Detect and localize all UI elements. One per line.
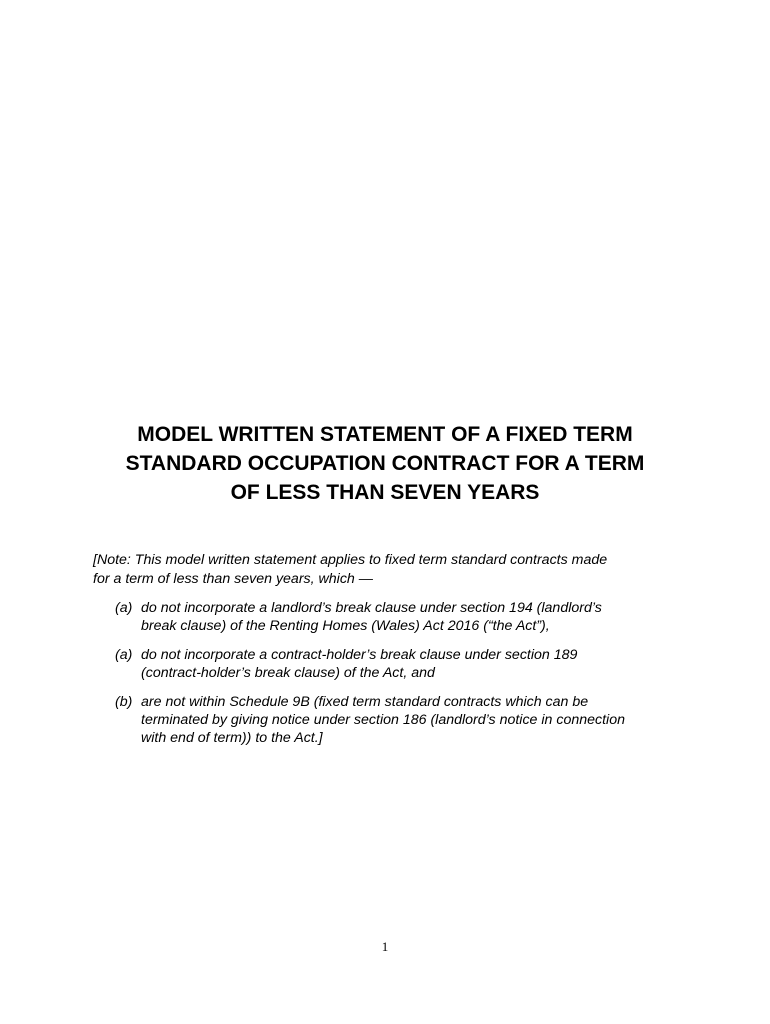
title-line: MODEL WRITTEN STATEMENT OF A FIXED TERM [137, 423, 633, 446]
page-number: 1 [381, 939, 389, 954]
document-title [80, 420, 690, 507]
list-item-line: (contract-holder’s break clause) of the Act, and [141, 665, 435, 681]
title-line: OF LESS THAN SEVEN YEARS [230, 481, 540, 504]
list-item [115, 693, 695, 747]
list-item [115, 599, 695, 635]
list-item-line: do not incorporate a contract-holder’s break clause under section 189 [141, 647, 578, 663]
note-paragraph [93, 551, 693, 588]
list-item-marker: (a) [115, 600, 133, 616]
list-item-line: terminated by giving notice under section 186 (landlord’s notice in connection [141, 712, 625, 728]
list-item-marker: (b) [115, 694, 133, 710]
list-item-line: break clause) of the Renting Homes (Wales) Act 2016 (“the Act”), [141, 618, 550, 634]
list-item-marker: (a) [115, 647, 133, 663]
list-item-line: are not within Schedule 9B (fixed term standard contracts which can be [141, 694, 589, 710]
list-item [115, 646, 695, 682]
conditions-list [115, 599, 695, 758]
title-line: STANDARD OCCUPATION CONTRACT FOR A TERM [125, 452, 645, 475]
note-line: for a term of less than seven years, which — [93, 570, 373, 587]
list-item-line: do not incorporate a landlord’s break clause under section 194 (landlord’s [141, 600, 602, 616]
note-line: [Note: This model written statement applies to fixed term standard contracts made [93, 552, 608, 568]
list-item-line: with end of term)) to the Act.] [141, 730, 323, 746]
